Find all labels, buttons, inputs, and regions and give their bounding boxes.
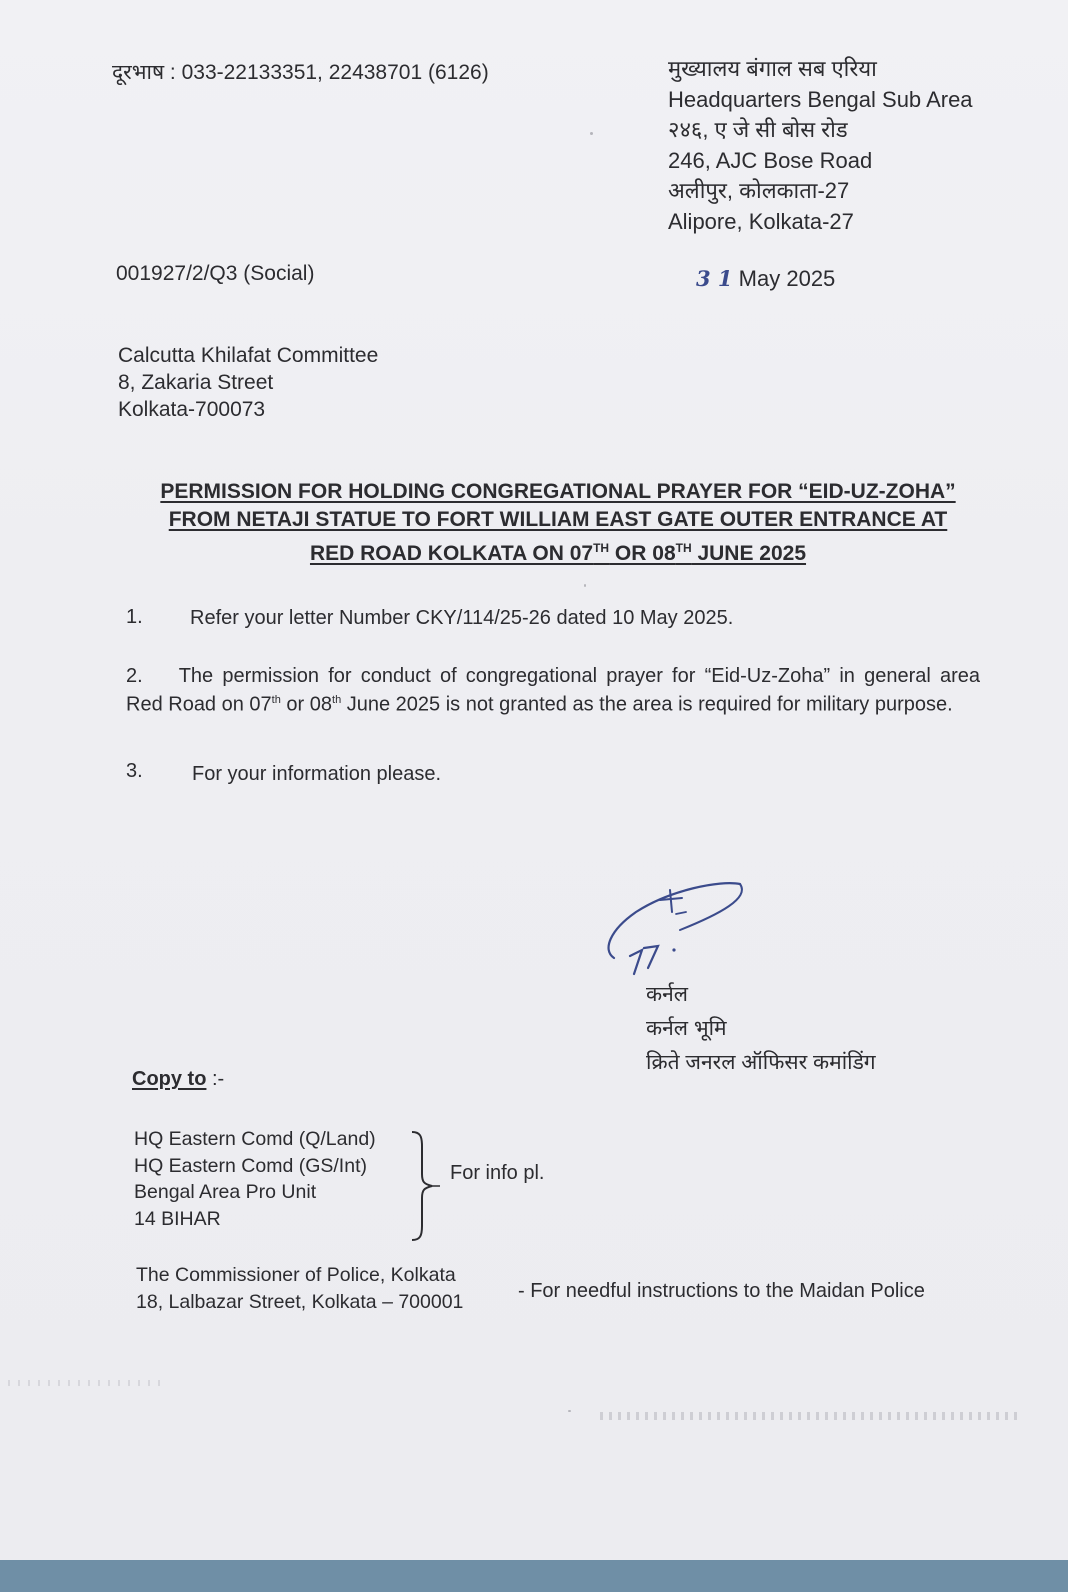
signatory-rank: कर्नल bbox=[646, 983, 689, 1006]
address-line: अलीपुर, कोलकाता-27 bbox=[668, 178, 850, 203]
recipient-line: 8, Zakaria Street bbox=[118, 371, 274, 394]
signatory-block bbox=[646, 978, 876, 1080]
subject-line: FROM NETAJI STATUE TO FORT WILLIAM EAST GATE OUTER ENTRANCE AT bbox=[168, 508, 948, 531]
scan-speck bbox=[584, 584, 586, 587]
copy-recipient: HQ Eastern Comd (Q/Land) bbox=[134, 1128, 376, 1150]
paragraph-3: For your information please. bbox=[192, 763, 442, 785]
phone-number: दूरभाष : 033-22133351, 22438701 (6126) bbox=[112, 61, 489, 84]
signature-scribble bbox=[600, 878, 760, 988]
address-line: २४६, ए जे सी बोस रोड bbox=[668, 117, 848, 142]
address-line: 246, AJC Bose Road bbox=[668, 147, 873, 173]
subject-line: PERMISSION FOR HOLDING CONGREGATIONAL PRAYER FOR “EID-UZ-ZOHA” bbox=[160, 480, 956, 503]
address-line: Alipore, Kolkata-27 bbox=[668, 208, 854, 234]
copy-recipient: 14 BIHAR bbox=[134, 1207, 221, 1230]
reference-number: 001927/2/Q3 (Social) bbox=[116, 262, 315, 285]
letter-subject bbox=[118, 478, 998, 568]
copy-recipients-group-1 bbox=[134, 1126, 376, 1232]
paragraph-number: 1. bbox=[126, 606, 143, 628]
scan-speck bbox=[590, 132, 593, 135]
copy-recipient: The Commissioner of Police, Kolkata bbox=[136, 1264, 456, 1286]
date-month-year: May 2025 bbox=[738, 266, 836, 291]
sender-address bbox=[668, 54, 973, 237]
address-line: मुख्यालय बंगाल सब एरिया bbox=[668, 56, 877, 81]
scan-speck bbox=[568, 1410, 571, 1412]
scan-noise-line bbox=[8, 1380, 168, 1386]
paragraph-number: 2. bbox=[126, 665, 143, 687]
handwritten-day: 3 1 bbox=[696, 266, 733, 291]
letter-date bbox=[696, 266, 835, 292]
paragraph-2: 2. The permission for conduct of congregational prayer for “Eid-Uz-Zoha” in general area Red Road on 07th or 08th June 2025 is not granted as the area is required for military purpose. bbox=[126, 665, 980, 716]
paragraph-number: 3. bbox=[126, 760, 143, 782]
signatory-designation: क्रिते जनरल ऑफिसर कमांडिंग bbox=[646, 1051, 876, 1074]
signatory-name: कर्नल भूमि bbox=[646, 1017, 727, 1040]
address-line: Headquarters Bengal Sub Area bbox=[668, 86, 973, 112]
copy-recipient: 18, Lalbazar Street, Kolkata – 700001 bbox=[136, 1290, 464, 1313]
copy-to-heading: Copy to :- bbox=[132, 1068, 225, 1090]
subject-line: RED ROAD KOLKATA ON 07TH OR 08TH JUNE 2025 bbox=[309, 541, 807, 565]
recipient-line: Kolkata-700073 bbox=[118, 398, 266, 421]
recipient-address bbox=[118, 342, 378, 423]
recipient-line: Calcutta Khilafat Committee bbox=[118, 344, 379, 367]
scan-background-edge bbox=[0, 1560, 1068, 1592]
copy-recipients-group-2 bbox=[136, 1262, 463, 1315]
scan-noise-line bbox=[600, 1412, 1020, 1420]
curly-bracket-icon bbox=[406, 1128, 440, 1244]
paragraph-1: Refer your letter Number CKY/114/25-26 dated 10 May 2025. bbox=[190, 607, 734, 629]
copy-note-info: For info pl. bbox=[450, 1162, 545, 1184]
copy-recipient: Bengal Area Pro Unit bbox=[134, 1181, 317, 1203]
copy-note-instructions: - For needful instructions to the Maidan Police bbox=[518, 1280, 925, 1302]
copy-recipient: HQ Eastern Comd (GS/Int) bbox=[134, 1154, 367, 1177]
